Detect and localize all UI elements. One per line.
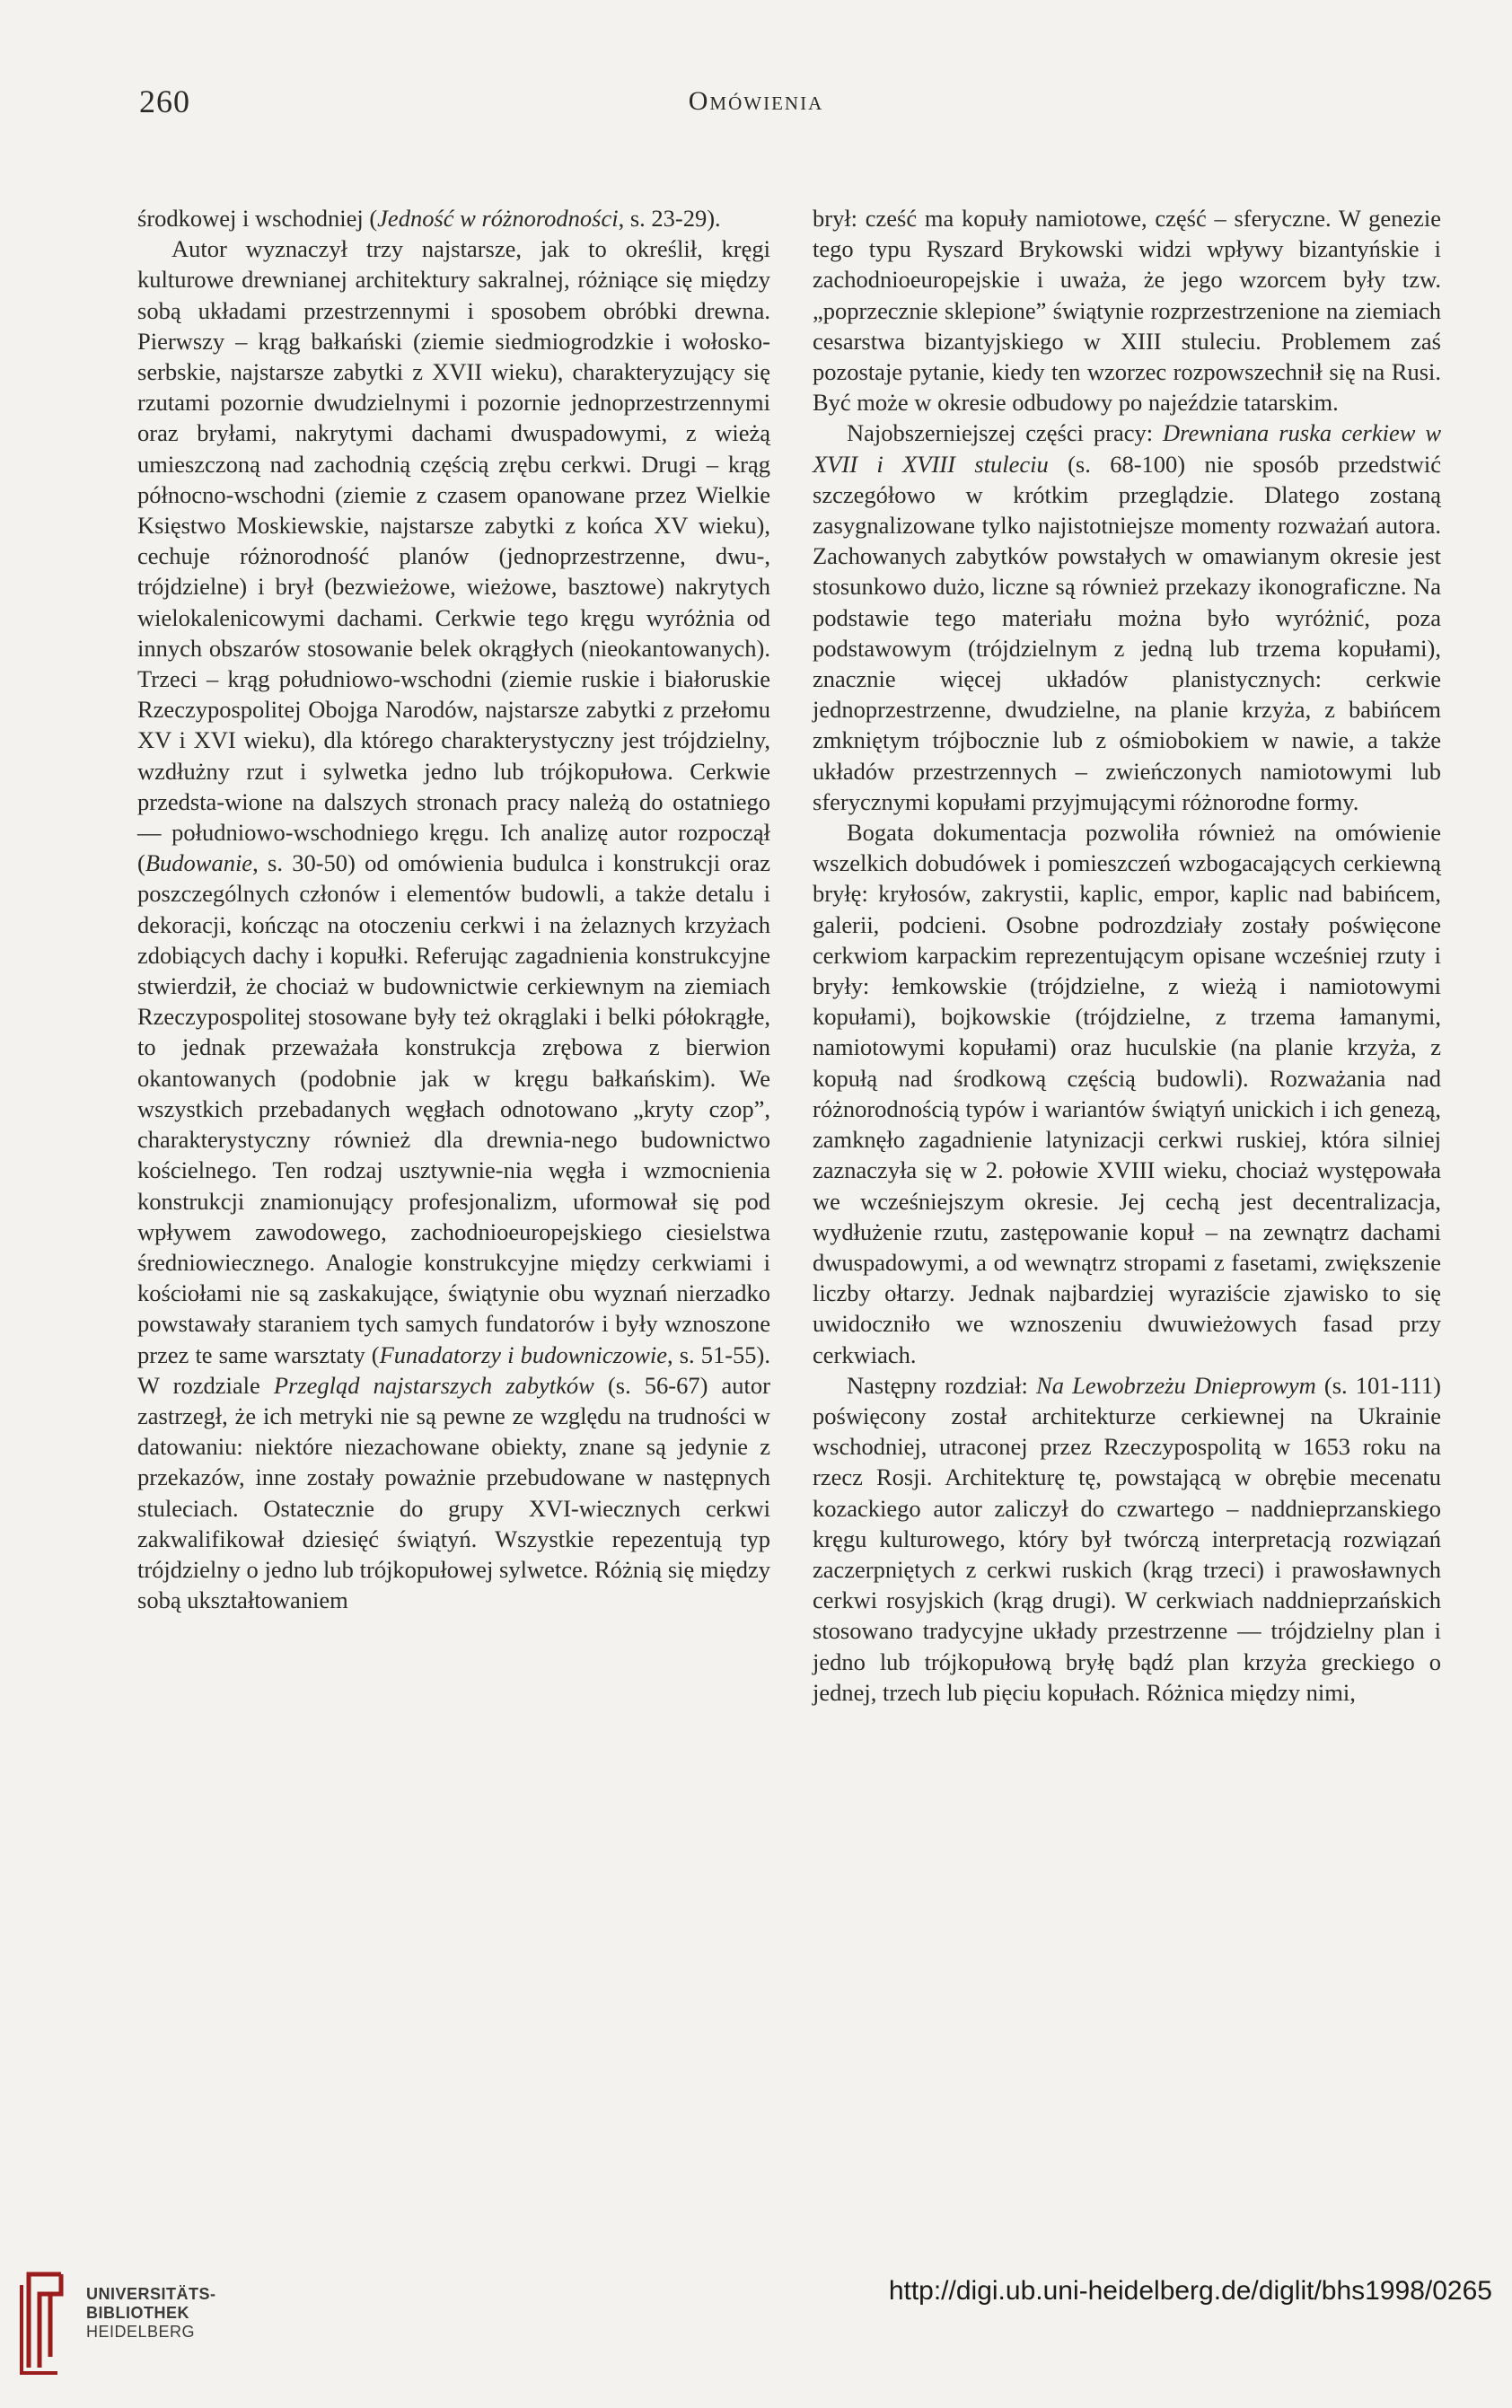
paragraph: Najobszerniejszej części pracy: Drewniana ruska cerkiew w XVII i XVIII stuleciu (s. 68-100) nie sposób przedstwić szczegółowo w krótkim przeglądzie. Dlatego zostaną zasygnalizowane tylko najistotniejsze momenty rozważań autora. Zachowanych zabytków powstałych w omawianym okresie jest stosunkowo dużo, liczne są również przekazy ikonograficzne. Na podstawie tego materiału można było wyróżnić, poza podstawowym (trójdzielnym z jedną lub trzema kopułami), znacznie więcej układów planistycznych: cerkwie jednoprzestrzenne, dwudzielne, na planie krzyża, z babińcem zmkniętym trójbocznie lub z ośmiobokiem w nawie, a także układów przestrzennych – zwieńczonych namiotowymi lub sferycznymi kopułami przyjmującymi różnorodne formy. — [813, 419, 1441, 815]
library-name: UNIVERSITÄTS- BIBLIOTHEK HEIDELBERG — [86, 2285, 216, 2341]
running-head: Omówienia — [688, 86, 824, 116]
paragraph: Bogata dokumentacja pozwoliła również na omówienie wszelkich dobudówek i pomieszczeń wzbogacających cerkiewną bryłę: kryłosów, zakrystii, kaplic, empor, kaplic nad babińcem, galerii, podcieni. Osobne podrozdziały zostały poświęcone cerkwiom karpackim reprezentującym opisane wcześniej rzuty i bryły: łemkowskie (trójdzielne, z wieżą i namiotowymi kopułami), bojkowskie (trójdzielne, z trzema łamanymi, namiotowymi kopułami) oraz huculskie (na planie krzyża, z kopułą nad środkową częścią budowli). Rozważania nad różnorodnością typów i wariantów świątyń unickich i ich genezą, zamknęło zagadnienie latynizacji cerkwi ruskiej, która silniej zaznaczyła się w 2. połowie XVIII wieku, chociaż występowała we wcześniejszym okresie. Jej cechą jest decentralizacja, wydłużenie rzutu, zastępowanie kopuł – na zewnątrz dachami dwuspadowymi, a od wewnątrz stropami z fasetami, zwiększenie liczby ołtarzy. Jednak najbardziej wyraziście zjawisko to się uwidoczniło we wznoszeniu dwuwieżowych fasad przy cerkwiach. — [813, 819, 1441, 1368]
paragraph: środkowej i wschodniej (Jedność w różnorodności, s. 23-29). — [137, 205, 721, 232]
left-column — [137, 203, 770, 1615]
paragraph: Następny rozdział: Na Lewobrzeżu Dnieprowym (s. 101-111) poświęcony został architekturze cerkiewnej na Ukrainie wschodniej, utraconej przez Rzeczypospolitą w 1653 roku na rzecz Rosji. Architekturę tę, powstającą w obrębie mecenatu kozackiego autor zaliczył do czwartego – naddnieprzanskiego kręgu kulturowego, który był twórczą interpretacją rozwiązań zaczerpniętych z cerkwi ruskich (krąg trzeci) i prawosławnych cerkwi rosyjskich (krąg drugi). W cerkwiach naddnieprzańskich stosowano tradycyjne układy przestrzenne — trójdzielny plan i jedno lub trójkopułową bryłę bądź plan krzyża greckiego o jednej, trzech lub pięciu kopułach. Różnica między nimi, — [813, 1371, 1441, 1706]
paragraph: Autor wyznaczył trzy najstarsze, jak to określił, kręgi kulturowe drewnianej architektury sakralnej, różniące się między sobą układami przestrzennymi i sposobem obróbki drewna. Pierwszy – krąg bałkański (ziemie siedmiogrodzkie i wołosko-serbskie, najstarsze zabytki z XVII wieku), charakteryzujący się rzutami pozornie dwudzielnymi i pozornie jednoprzestrzennymi oraz bryłami, nakrytymi dachami dwuspadowymi, z wieżą umieszczoną nad zachodnią częścią zrębu cerkwi. Drugi – krąg północno-wschodni (ziemie z czasem opanowane przez Wielkie Księstwo Moskiewskie, najstarsze zabytki z końca XV wieku), cechuje różnorodność planów (jednoprzestrzenne, dwu-, trójdzielne) i brył (bezwieżowe, wieżowe, basztowe) nakrytych wielokalenicowymi dachami. Cerkwie tego kręgu wyróżnia od innych obszarów stosowanie belek okrągłych (nieokantowanych). Trzeci – krąg południowo-wschodni (ziemie ruskie i białoruskie Rzeczypospolitej Obojga Narodów, najstarsze zabytki z przełomu XV i XVI wieku), dla którego charakterystyczny jest trójdzielny, wzdłużny rzut i sylwetka jedno lub trójkopułowa. Cerkwie przedsta-wione na dalszych stronach pracy należą do ostatniego — południowo-wschodniego kręgu. Ich analizę autor rozpoczął (Budowanie, s. 30-50) od omówienia budulca i konstrukcji oraz poszczególnych członów i elementów budowli, a także detalu i dekoracji, kończąc na otoczeniu cerkwi i na żelaznych krzyżach zdobiących dachy i kopułki. Referując zagadnienia konstrukcyjne stwierdził, że chociaż w budownictwie cerkiewnym na ziemiach Rzeczypospolitej stosowane były też okrąglaki i belki półokrągłe, to jednak przeważała konstrukcja zrębowa z bierwion okantowanych (podobnie jak w kręgu bałkańskim). We wszystkich przebadanych węgłach odnotowano „kryty czop”, charakterystyczny również dla drewnia-nego budownictwo kościelnego. Ten rodzaj usztywnie-nia węgła i wzmocnienia konstrukcji znamionujący profesjonalizm, uformował się pod wpływem zawodowego, zachodnioeuropejskiego ciesielstwa średniowiecznego. Analogie konstrukcyjne między cerkwiami i kościołami nie są zaskakujące, świątynie obu wyznań nierzadko powstawały staraniem tych samych fundatorów i były wznoszone przez te same warsztaty (Funadatorzy i budowniczowie, s. 51-55). W rozdziale Przegląd najstarszych zabytków (s. 56-67) autor zastrzegł, że ich metryki nie są pewne ze względu na trudności w datowaniu: niektóre niezachowane obiekty, znane są jedynie z przekazów, inne zostały poważnie przebudowane w następnych stuleciach. Ostatecznie do grupy XVI-wiecznych cerkwi zakwalifikował dziesięć świątyń. Wszystkie repezentują typ trójdzielny o jedno lub trójkopułowej sylwetce. Różnią się między sobą ukształtowaniem — [137, 235, 770, 1614]
footer — [0, 2249, 1512, 2408]
paragraph: brył: cześć ma kopuły namiotowe, część – sferyczne. W genezie tego typu Ryszard Brykowski widzi wpływy bizantyńskie i zachodnioeuropejskie i uważa, że jego wzorcem były tzw. „poprzecznie sklepione” świątynie rozprzestrzenione na ziemiach cesarstwa bizantyjskiego w XIII stuleciu. Problemem zaś pozostaje pytanie, kiedy ten wzorzec rozpowszechnił się na Rusi. Być może w okresie odbudowy po najeździe tatarskim. — [813, 205, 1441, 417]
page-number: 260 — [139, 83, 190, 119]
source-url-link[interactable]: http://digi.ub.uni-heidelberg.de/diglit/bhs1998/0265 — [888, 2276, 1492, 2306]
right-column — [813, 203, 1441, 1708]
library-logo-icon — [16, 2267, 70, 2375]
